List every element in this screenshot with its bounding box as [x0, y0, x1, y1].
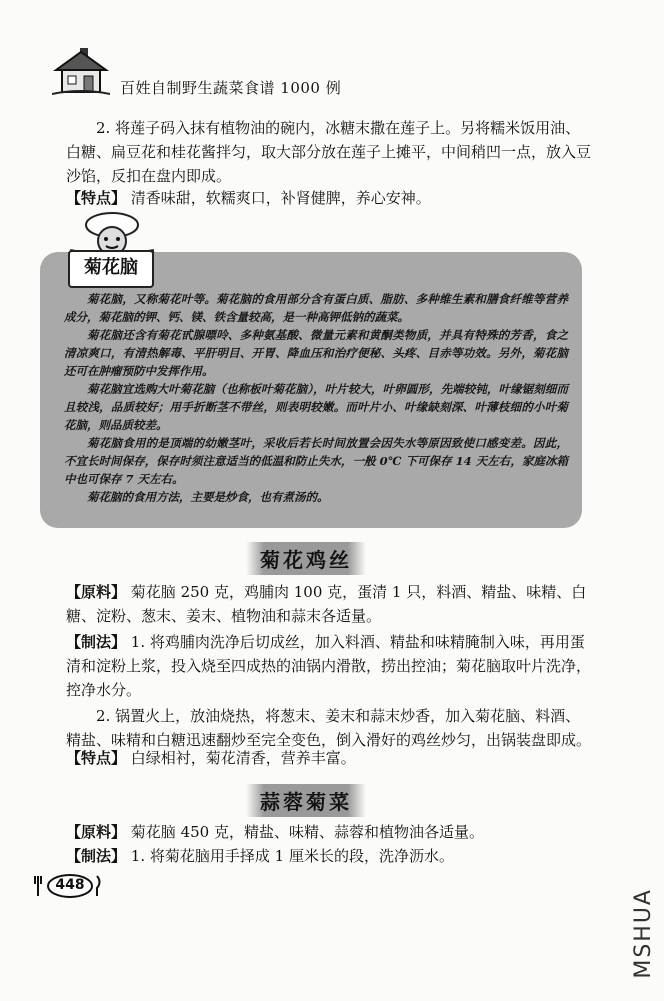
intro-label: 菊花脑 — [68, 250, 154, 288]
book-title: 百姓自制野生蔬菜食谱 1000 例 — [120, 79, 342, 97]
step-2-paragraph: 2. 将莲子码入抹有植物油的碗内，冰糖末撒在莲子上。另将糯米饭用油、白糖、扁豆花和桂花酱拌匀，取大部分放在莲子上摊平，中间稍凹一点，放入豆沙馅，反扣在盘内即成。 — [66, 119, 592, 185]
intro-paragraph: 菊花脑宜选购大叶菊花脑（也称板叶菊花脑），叶片较大，叶卵圆形，先端较钝，叶缘锯刻细而且较浅，品质较好；用手折断茎不带丝，则表明较嫩。而叶片小、叶缘缺刻深、叶薄枝细的小叶菊花脑，则品质较差。 — [64, 382, 568, 432]
recipe-1-feature — [66, 746, 592, 770]
intro-paragraph: 菊花脑，又称菊花叶等。菊花脑的食用部分含有蛋白质、脂肪、多种维生素和膳食纤维等营养成分，菊花脑的钾、钙、镁、铁含量较高，是一种高钾低钠的蔬菜。 — [64, 292, 568, 324]
page-header — [52, 44, 612, 104]
feature-label: 【特点】 — [66, 189, 127, 207]
ingredients-label: 【原料】 — [66, 823, 127, 841]
method-label: 【制法】 — [66, 633, 127, 651]
intro-paragraph: 菊花脑的食用方法，主要是炒食，也有煮汤的。 — [87, 490, 329, 504]
method-text: 1. 将菊花脑用手择成 1 厘米长的段，洗净沥水。 — [130, 847, 454, 865]
method-label: 【制法】 — [66, 847, 127, 865]
feature-text: 白绿相衬，菊花清香，营养丰富。 — [130, 749, 356, 767]
method-text: 1. 将鸡脯肉洗净后切成丝，加入料酒、精盐和味精腌制入味，再用蛋清和淀粉上浆，投入烧至四成热的油锅内滑散，捞出控油；菊花脑取叶片洗净，控净水分。 — [66, 633, 592, 699]
watermark: MSHUA — [631, 888, 656, 979]
feature-text: 清香味甜，软糯爽口，补肾健脾，养心安神。 — [130, 189, 431, 207]
ingredients-text: 菊花脑 450 克，精盐、味精、蒜蓉和植物油各适量。 — [130, 823, 484, 841]
ingredients-text: 菊花脑 250 克，鸡脯肉 100 克，蛋清 1 只，料酒、精盐、味精、白糖、淀粉、葱末、姜末、植物油和蒜末各适量。 — [66, 583, 587, 625]
feature-label: 【特点】 — [66, 749, 127, 767]
intro-paragraph: 菊花脑还含有菊花甙腺嘌呤、多种氨基酸、微量元素和黄酮类物质，并具有特殊的芳香，食之清凉爽口，有清热解毒、平肝明目、开胃、降血压和治疗便秘、头疼、目赤等功效。另外，菊花脑还可在肿瘤预防中发挥作用。 — [64, 328, 568, 378]
recipe-1-ingredients — [66, 580, 592, 628]
ingredients-label: 【原料】 — [66, 583, 127, 601]
intro-box — [40, 252, 582, 528]
recipe-1-method-2: 2. 锅置火上，放油烧热，将葱末、姜末和蒜末炒香，加入菊花脑、料酒、精盐、味精和白糖迅速翻炒至完全变色，倒入滑好的鸡丝炒匀，出锅装盘即成。 — [66, 707, 592, 749]
intro-text — [64, 290, 568, 506]
recipe-1-title: 菊花鸡丝 — [246, 542, 366, 575]
page-number-badge — [34, 872, 104, 900]
recipe-2-ingredients — [66, 820, 592, 844]
recipe-2-title: 蒜蓉菊菜 — [246, 784, 366, 817]
intro-paragraph: 菊花脑食用的是顶端的幼嫩茎叶，采收后若长时间放置会因失水等原因致使口感变差。因此，不宜长时间保存，保存时须注意适当的低温和防止失水，一般 0℃ 下可保存 14 天左右，家庭冰箱中也可保存 7 天左右。 — [64, 436, 568, 486]
recipe-2-method-1 — [66, 844, 592, 868]
house-icon — [52, 44, 110, 96]
page-number: 448 — [55, 877, 85, 893]
recipe-1-method-1 — [66, 630, 592, 702]
